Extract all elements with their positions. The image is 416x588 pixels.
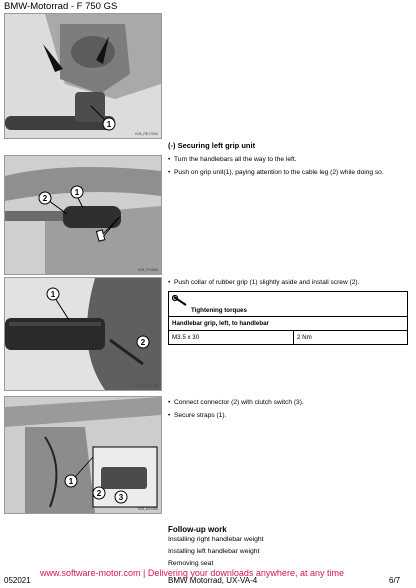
figure-grip-push-drawing bbox=[5, 156, 161, 274]
wrench-icon bbox=[172, 295, 190, 307]
figure-reference: K08_A01086 bbox=[137, 507, 158, 511]
footer-page-number: 6/7 bbox=[389, 576, 401, 585]
step-item: • Turn the handlebars all the way to the left. bbox=[168, 156, 408, 165]
torque-spec: M3.5 x 30 bbox=[169, 331, 294, 345]
followup-item: Installing left handlebar weight bbox=[168, 548, 260, 555]
torque-table-subheading: Handlebar grip, left, to handlebar bbox=[169, 317, 408, 331]
figure-grip-push bbox=[4, 155, 162, 275]
callout-1: 1 bbox=[50, 290, 56, 299]
step-list-1 bbox=[168, 156, 408, 182]
figure-clutch-switch-drawing bbox=[5, 397, 161, 513]
torque-table-title: Tightening torques bbox=[191, 307, 247, 314]
step-item: • Push on grip unit(1), paying attention to the cable leg (2) while doing so. bbox=[168, 169, 408, 178]
figure-clutch-switch bbox=[4, 396, 162, 514]
step-item: • Push collar of rubber grip (1) slightly aside and install screw (2). bbox=[168, 279, 408, 288]
followup-heading: Follow-up work bbox=[168, 525, 227, 534]
section-heading: (-) Securing left grip unit bbox=[168, 141, 256, 150]
callout-2: 2 bbox=[140, 338, 146, 347]
callout-2: 2 bbox=[42, 194, 48, 203]
step-list-2 bbox=[168, 279, 408, 292]
followup-item: Removing seat bbox=[168, 560, 214, 567]
step-item: • Secure straps (1). bbox=[168, 412, 408, 421]
step-item: • Connect connector (2) with clutch switch (3). bbox=[168, 399, 408, 408]
torque-table bbox=[168, 291, 408, 345]
callout-1: 1 bbox=[74, 188, 80, 197]
figure-grip-screw-drawing bbox=[5, 278, 161, 390]
callout-3: 3 bbox=[118, 493, 124, 502]
torque-value: 2 Nm bbox=[294, 331, 408, 345]
footer-document: BMW Motorrad, UX-VA-4 bbox=[168, 576, 258, 585]
callout-1: 1 bbox=[106, 120, 112, 129]
document-title: BMW-Motorrad - F 750 GS bbox=[4, 1, 118, 12]
figure-reference: K08_F01888 bbox=[137, 268, 158, 272]
download-banner-link[interactable]: www.software-motor.com | Delivering your downloads anywhere, at any time bbox=[40, 568, 344, 578]
figure-grip-unit-top-drawing bbox=[5, 14, 161, 138]
figure-grip-screw bbox=[4, 277, 162, 391]
callout-1: 1 bbox=[68, 477, 74, 486]
callout-2: 2 bbox=[96, 489, 102, 498]
step-list-3 bbox=[168, 399, 408, 425]
figure-reference: K08_RE09476 bbox=[135, 384, 158, 388]
figure-grip-unit-top bbox=[4, 13, 162, 139]
followup-item: Installing right handlebar weight bbox=[168, 536, 264, 543]
figure-reference: K08_RE17094 bbox=[135, 132, 158, 136]
footer-date: 052021 bbox=[4, 576, 31, 585]
torque-table-header bbox=[169, 292, 408, 317]
